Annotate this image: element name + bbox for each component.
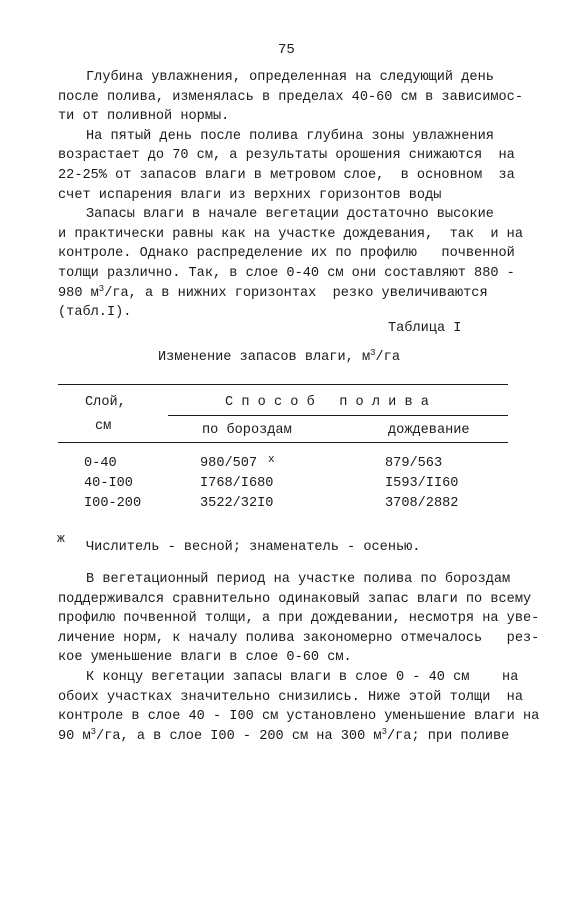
top-p2-line-1: На пятый день после полива глубина зоны увлажнения	[86, 128, 494, 144]
bottom-p1-line-1: В вегетационный период на участке полива по бороздам	[86, 572, 511, 587]
top-p2-line-4: счет испарения влаги из верхних горизонтов воды	[58, 187, 442, 203]
top-p1-line-1: Глубина увлажнения, определенная на следующий день	[86, 70, 494, 85]
table-cell-furrows: 980/507	[200, 456, 258, 471]
header-layer: Слой,	[85, 395, 126, 410]
table-cell-furrows: 3522/32I0	[200, 496, 274, 511]
table-cell-layer: 40-I00	[84, 476, 133, 491]
header-layer-unit: см	[95, 419, 112, 434]
bottom-p2-line-2: обоих участках значительно снизились. Ниже этой толщи на	[58, 689, 523, 705]
bottom-p2-line-1: К концу вегетации запасы влаги в слое 0 - 40 см на	[86, 670, 519, 685]
top-p3-line-3: контроле. Однако распределение их по профилю почвенной	[58, 246, 515, 262]
table-cell-sprinkling: I593/II60	[385, 476, 459, 491]
bottom-p1-line-5: кое уменьшение влаги в слое 0-60 см.	[58, 650, 352, 666]
header-sprinkling: дождевание	[388, 423, 470, 438]
header-furrows: по бороздам	[202, 423, 292, 438]
table-top-rule	[58, 384, 508, 385]
table-label: Таблица I	[388, 321, 462, 336]
bottom-p2-line-3: контроле в слое 40 - I00 см установлено уменьшение влаги на	[58, 709, 540, 725]
table-caption: Изменение запасов влаги, $м^3/га$	[158, 348, 400, 365]
bottom-p1-line-4: личение норм, к началу полива закономерно отмечалось рез-	[58, 630, 540, 646]
table-cell-layer: 0-40	[84, 456, 117, 471]
header-bottom-rule	[58, 442, 508, 443]
top-p3-line-6: (табл.I).	[58, 305, 132, 321]
top-p3-line-4: толщи различно. Так, в слое 0-40 см они составляют 880 -	[58, 266, 515, 281]
table-cell-sprinkling: 879/563	[385, 456, 443, 471]
top-p3-line-1: Запасы влаги в начале вегетации достаточно высокие	[86, 207, 494, 223]
footnote-mark: ж	[57, 531, 65, 546]
table-cell-furrows: I768/I680	[200, 476, 274, 491]
bottom-p2-line-4: 90 $м^3/га$, а в слое I00 - 200 см на 300 $м^3/га$; при поливе	[58, 726, 510, 744]
table-cell-sprinkling: 3708/2882	[385, 496, 459, 511]
bottom-p1-line-3: профилю почвенной толщи, а при дождевании, несмотря на уве-	[58, 611, 540, 627]
row-note-mark: x	[268, 454, 275, 466]
page-number: 75	[278, 42, 295, 58]
top-p3-line-5: 980 $м^3/га$, а в нижних горизонтах резко увеличиваются	[58, 283, 488, 301]
footnote-text: Числитель - весной; знаменатель - осенью.	[86, 540, 421, 555]
top-p2-line-2: возрастает до 70 см, а результаты орошения снижаются на	[58, 148, 515, 164]
bottom-p1-line-2: поддерживался сравнительно одинаковый запас влаги по всему	[58, 591, 532, 607]
table-cell-layer: I00-200	[84, 496, 142, 511]
top-p2-line-3: 22-25% от запасов влаги в метровом слое, в основном за	[58, 168, 515, 183]
header-sub-rule	[168, 415, 508, 416]
top-p3-line-2: и практически равны как на участке дождевания, так и на	[58, 226, 523, 242]
top-p1-line-3: ти от поливной нормы.	[58, 109, 230, 125]
header-method-group: С п о с о б п о л и в а	[225, 395, 429, 410]
top-p1-line-2: после полива, изменялась в пределах 40-60 см в зависимос-	[58, 89, 523, 105]
